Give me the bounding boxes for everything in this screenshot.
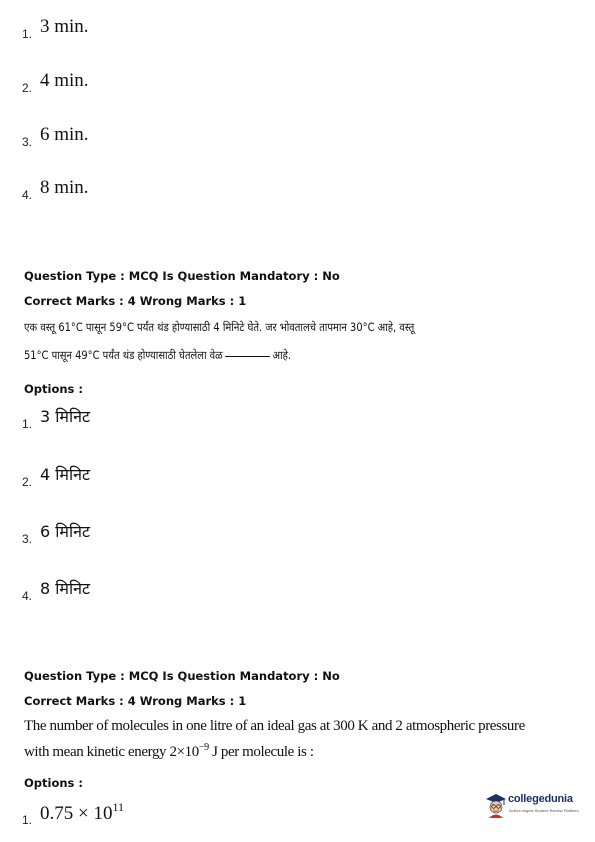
option-number: 2. (22, 475, 33, 489)
question-text-part: with mean kinetic energy 2×10 (24, 744, 199, 760)
option-text: 3 min. (40, 16, 89, 37)
question-type-line: Question Type : MCQ Is Question Mandatory : No (24, 269, 340, 283)
question-text-part: आहे. (272, 348, 292, 362)
option-text-base: 0.75 × 10 (40, 803, 113, 824)
options-label: Options : (24, 776, 83, 790)
option-text: 6 min. (40, 124, 89, 145)
answer-blank (225, 356, 270, 357)
option-text: 8 मिनिट (40, 579, 91, 598)
option-number: 1. (22, 27, 33, 41)
student-mascot-icon (484, 792, 508, 818)
option-number: 1. (22, 813, 33, 827)
option-text (40, 800, 125, 825)
option-text: 3 मिनिट (40, 407, 91, 426)
logo-tagline: India's largest Student Review Platform (509, 808, 579, 813)
collegedunia-logo (484, 790, 588, 822)
question-text-part: 51°C पासून 49°C पर्यंत थंड होण्यासाठी घेतलेला वेळ (24, 348, 223, 362)
exponent: −9 (198, 742, 209, 753)
logo-name: collegedunia (508, 793, 573, 805)
option-number: 4. (22, 188, 33, 202)
question-text-part: J per molecule is : (208, 744, 314, 760)
question-text-line: एक वस्तू 61°C पासून 59°C पर्यंत थंड होण्यासाठी 4 मिनिटे घेते. जर भोवतालचे तापमान 30°C आहे, वस्तू (24, 320, 415, 334)
question-text-line: The number of molecules in one litre of an ideal gas at 300 K and 2 atmospheric pressure (24, 718, 525, 734)
question-text-line (24, 744, 314, 761)
option-text: 4 min. (40, 70, 89, 91)
option-number: 3. (22, 135, 33, 149)
option-text: 6 मिनिट (40, 522, 91, 541)
marks-line: Correct Marks : 4 Wrong Marks : 1 (24, 294, 247, 308)
question-text-line (24, 348, 291, 363)
question-type-line: Question Type : MCQ Is Question Mandatory : No (24, 669, 340, 683)
option-number: 2. (22, 81, 33, 95)
options-label: Options : (24, 382, 83, 396)
option-number: 3. (22, 532, 33, 546)
exponent: 11 (112, 800, 125, 814)
option-text: 8 min. (40, 177, 89, 198)
option-text: 4 मिनिट (40, 465, 91, 484)
option-number: 4. (22, 589, 33, 603)
option-number: 1. (22, 417, 33, 431)
marks-line: Correct Marks : 4 Wrong Marks : 1 (24, 694, 247, 708)
